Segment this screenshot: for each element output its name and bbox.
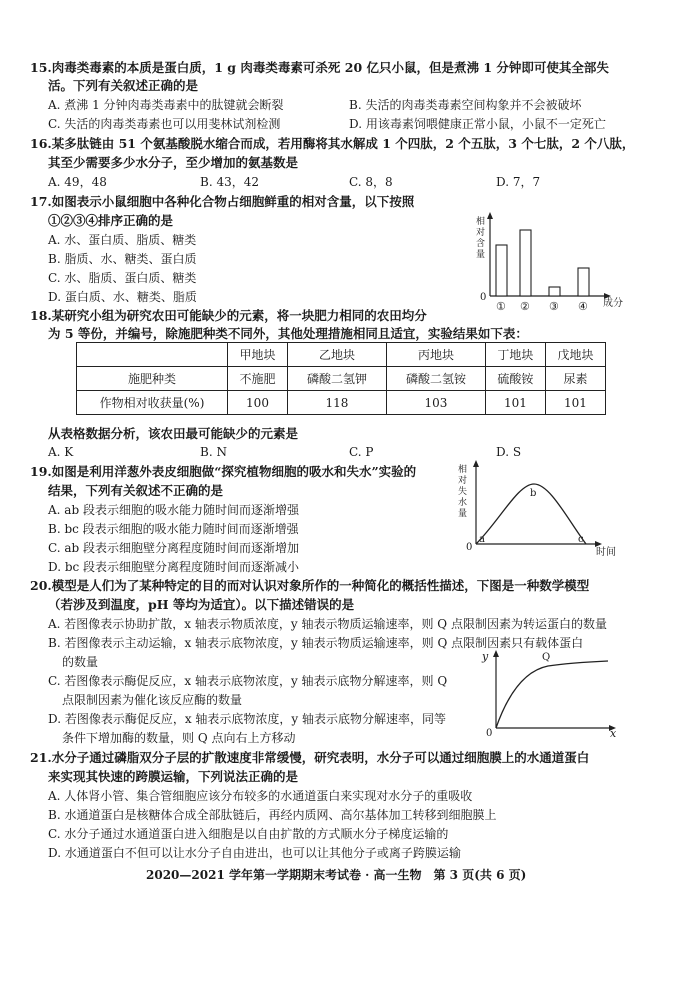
q20-option-b: B. 若图像表示主动运输，x 轴表示底物浓度，y 轴表示物质运输速率，则 Q 点限制因素只有载体蛋白	[48, 636, 584, 650]
q15-stem-cont: 活。下列有关叙述正确的是	[48, 78, 199, 93]
q20-x-label: x	[610, 727, 617, 738]
q17-cat-4: ④	[578, 300, 588, 313]
table-cell: 103	[386, 391, 485, 415]
q19-stem: 19.如图是利用洋葱外表皮细胞做“探究植物细胞的吸水和失水”实验的	[30, 464, 417, 479]
q21-option-d: D. 水通道蛋白不但可以让水分子自由进出，也可以让其他分子或离子跨膜运输	[48, 846, 461, 860]
q19-point-c: c	[578, 534, 584, 545]
q17-ylabel-2: 对	[476, 228, 486, 238]
q19-option-a: A. ab 段表示细胞的吸水能力随时间而逐渐增强	[48, 503, 299, 517]
q16-option-c: C. 8，8	[349, 175, 393, 189]
q16-option-a: A. 49，48	[48, 175, 107, 189]
table-cell: 丁地块	[485, 343, 545, 367]
q15-option-b: B. 失活的肉毒类毒素空间构象并不会被破坏	[349, 98, 582, 112]
q19-option-d: D. bc 段表示细胞壁分离程度随时间而逐渐减小	[48, 560, 300, 574]
table-cell: 101	[545, 391, 605, 415]
q20-option-b-cont: 的数量	[62, 655, 99, 669]
table-cell: 118	[288, 391, 387, 415]
q17-bar-3	[549, 287, 560, 296]
q21-stem: 21.水分子通过磷脂双分子层的扩散速度非常缓慢，研究表明，水分子可以通过细胞膜上的水通道蛋白	[30, 750, 590, 765]
q16-option-d: D. 7，7	[496, 175, 541, 189]
q17-ylabel-4: 量	[476, 250, 486, 260]
table-cell: 丙地块	[386, 343, 485, 367]
q17-bar-1	[496, 245, 507, 296]
q18-option-d: D. S	[496, 445, 522, 459]
table-cell: 施肥种类	[77, 367, 228, 391]
q21-stem-cont: 来实现其快速的跨膜运输，下列说法正确的是	[48, 769, 299, 784]
q18-option-c: C. P	[349, 445, 374, 459]
q18-stem: 18.某研究小组为研究农田可能缺少的元素，将一块肥力相同的农田均分	[30, 308, 427, 323]
q19-option-c: C. ab 段表示细胞壁分离程度随时间而逐渐增加	[48, 541, 300, 555]
table-cell: 不施肥	[228, 367, 288, 391]
table-header-row	[77, 343, 606, 367]
q17-stem: 17.如图表示小鼠细胞中各种化合物占细胞鲜重的相对含量，以下按照	[30, 194, 415, 209]
q20-model-chart	[476, 648, 626, 738]
q20-y-arrow	[493, 650, 499, 657]
q19-point-a: a	[479, 534, 485, 545]
q19-y-arrow	[473, 460, 479, 467]
q17-stem-cont: ①②③④排序正确的是	[48, 213, 174, 228]
q20-option-c: C. 若图像表示酶促反应，x 轴表示底物浓度，y 轴表示底物分解速率，则 Q	[48, 674, 448, 688]
q15-option-a: A. 煮沸 1 分钟肉毒类毒素中的肽键就会断裂	[48, 98, 284, 112]
q17-xlabel: 成分	[603, 298, 623, 309]
q17-ylabel-3: 含	[476, 239, 486, 249]
q21-option-b: B. 水通道蛋白是核糖体合成全部肽链后，再经内质网、高尔基体加工转移到细胞膜上	[48, 808, 497, 822]
q20-point-q: Q	[542, 652, 551, 663]
table-row	[77, 391, 606, 415]
q19-ylabel-1: 相	[458, 465, 468, 475]
table-row	[77, 367, 606, 391]
q18-stem-cont: 为 5 等份，并编号，除施肥种类不同外，其他处理措施相同且适宜，实验结果如下表：	[48, 326, 528, 341]
q17-bar-2	[520, 230, 531, 296]
q16-option-b: B. 43，42	[200, 175, 259, 189]
q15-option-c: C. 失活的肉毒类毒素也可以用斐林试剂检测	[48, 117, 281, 131]
q17-option-b: B. 脂质、水、糖类、蛋白质	[48, 252, 197, 266]
q19-option-b: B. bc 段表示细胞的吸水能力随时间而逐渐增强	[48, 522, 299, 536]
q19-ylabel-5: 量	[458, 509, 468, 519]
q19-ylabel-4: 水	[458, 498, 468, 508]
q18-option-a: A. K	[48, 445, 74, 459]
q17-origin: 0	[480, 292, 487, 303]
page-footer: 2020—2021 学年第一学期期末考试卷 · 高一生物 第 3 页(共 6 页)	[146, 868, 527, 882]
q19-xlabel: 时间	[596, 547, 616, 558]
q16-stem: 16.某多肽链由 51 个氨基酸脱水缩合而成，若用酶将其水解成 1 个四肽，2 个五肽，3 个七肽，2 个八肽，	[30, 136, 635, 151]
q18-option-b: B. N	[200, 445, 227, 459]
q15-option-d: D. 用该毒素饲喂健康正常小鼠，小鼠不一定死亡	[349, 117, 606, 131]
q20-curve	[496, 661, 608, 728]
q20-y-label: y	[482, 650, 489, 663]
table-cell: 戊地块	[545, 343, 605, 367]
q19-point-b: b	[530, 488, 537, 499]
q19-stem-cont: 结果，下列有关叙述不正确的是	[48, 483, 224, 498]
q20-option-c-cont: 点限制因素为催化该反应酶的数量	[62, 693, 243, 707]
q17-option-d: D. 蛋白质、水、糖类、脂质	[48, 290, 197, 304]
q17-y-arrow	[487, 212, 493, 219]
q17-option-a: A. 水、蛋白质、脂质、糖类	[48, 233, 197, 247]
q19-ylabel-3: 失	[458, 487, 468, 497]
table-cell: 甲地块	[228, 343, 288, 367]
table-cell	[77, 343, 228, 367]
q17-bar-4	[578, 268, 589, 296]
q20-stem: 20.模型是人们为了某种特定的目的而对认识对象所作的一种简化的概括性描述，下图是一种数学模型	[30, 578, 590, 593]
q16-stem-cont: 其至少需要多少水分子，至少增加的氨基数是	[48, 155, 299, 170]
q20-option-d: D. 若图像表示酶促反应，x 轴表示底物浓度，y 轴表示底物分解速率，同等	[48, 712, 447, 726]
table-cell: 磷酸二氢铵	[386, 367, 485, 391]
table-cell: 作物相对收获量(%)	[77, 391, 228, 415]
q19-origin: 0	[466, 542, 473, 553]
table-cell: 硫酸铵	[485, 367, 545, 391]
q19-curve-chart	[450, 460, 640, 560]
table-cell: 100	[228, 391, 288, 415]
q20-stem-cont: （若涉及到温度，pH 等均为适宜）。以下描述错误的是	[48, 597, 355, 612]
q17-option-c: C. 水、脂质、蛋白质、糖类	[48, 271, 197, 285]
q17-cat-2: ②	[520, 300, 530, 313]
table-cell: 101	[485, 391, 545, 415]
q21-option-a: A. 人体肾小管、集合管细胞应该分布较多的水通道蛋白来实现对水分子的重吸收	[48, 789, 473, 803]
q18-question: 从表格数据分析，该农田最可能缺少的元素是	[48, 426, 299, 441]
table-cell: 乙地块	[288, 343, 387, 367]
table-cell: 尿素	[545, 367, 605, 391]
q17-bar-chart	[462, 210, 632, 316]
q17-ylabel-1: 相	[476, 217, 486, 227]
q19-ylabel-2: 对	[458, 476, 468, 486]
q21-option-c: C. 水分子通过水通道蛋白进入细胞是以自由扩散的方式顺水分子梯度运输的	[48, 827, 449, 841]
q18-results-table	[76, 342, 606, 415]
table-cell: 磷酸二氢钾	[288, 367, 387, 391]
q20-origin: 0	[486, 728, 493, 738]
q20-option-d-cont: 条件下增加酶的数量，则 Q 点向右上方移动	[62, 731, 296, 745]
q15-stem: 15.肉毒类毒素的本质是蛋白质，1 g 肉毒类毒素可杀死 20 亿只小鼠，但是煮沸 1 分钟即可使其全部失	[30, 60, 609, 75]
q20-option-a: A. 若图像表示协助扩散，x 轴表示物质浓度，y 轴表示物质运输速率，则 Q 点限制因素为转运蛋白的数量	[48, 617, 607, 631]
q17-cat-1: ①	[496, 300, 506, 313]
q17-cat-3: ③	[549, 300, 559, 313]
